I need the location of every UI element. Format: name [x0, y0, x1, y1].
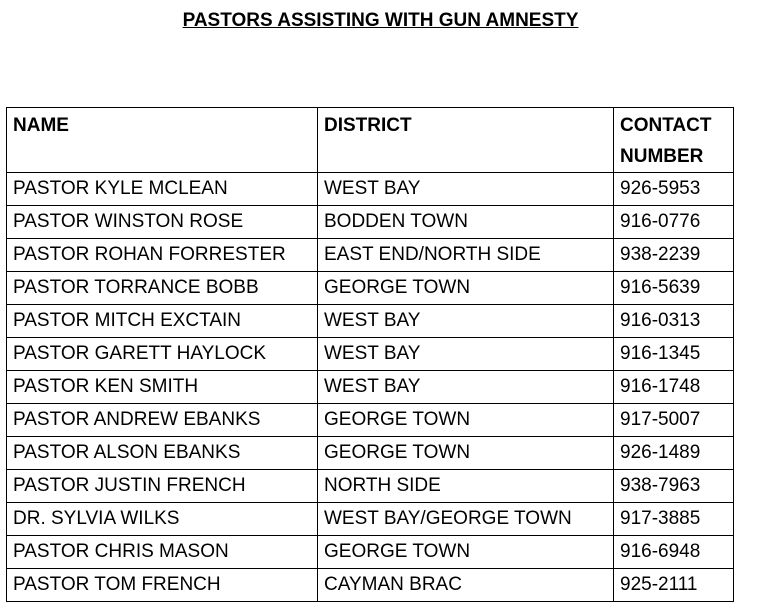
cell-contact: 916-6948 [614, 536, 734, 569]
cell-district: GEORGE TOWN [318, 272, 614, 305]
cell-name: PASTOR ALSON EBANKS [7, 437, 318, 470]
table-row [7, 305, 734, 338]
table-row [7, 569, 734, 602]
header-row [7, 108, 734, 173]
cell-district: WEST BAY [318, 338, 614, 371]
header-name: NAME [7, 108, 318, 173]
cell-district: WEST BAY/GEORGE TOWN [318, 503, 614, 536]
cell-name: PASTOR ROHAN FORRESTER [7, 239, 318, 272]
table-row [7, 470, 734, 503]
cell-district: GEORGE TOWN [318, 536, 614, 569]
table-body [7, 173, 734, 602]
cell-contact: 916-1748 [614, 371, 734, 404]
cell-contact: 916-0313 [614, 305, 734, 338]
cell-name: PASTOR JUSTIN FRENCH [7, 470, 318, 503]
header-contact-line2: NUMBER [620, 146, 704, 167]
cell-name: PASTOR CHRIS MASON [7, 536, 318, 569]
cell-name: PASTOR MITCH EXCTAIN [7, 305, 318, 338]
cell-district: GEORGE TOWN [318, 437, 614, 470]
cell-name: PASTOR TORRANCE BOBB [7, 272, 318, 305]
table-row [7, 503, 734, 536]
cell-contact: 917-5007 [614, 404, 734, 437]
table-row [7, 536, 734, 569]
cell-district: WEST BAY [318, 305, 614, 338]
cell-contact: 938-7963 [614, 470, 734, 503]
cell-name: DR. SYLVIA WILKS [7, 503, 318, 536]
cell-name: PASTOR WINSTON ROSE [7, 206, 318, 239]
table-header [7, 108, 734, 173]
cell-contact: 916-1345 [614, 338, 734, 371]
table-row [7, 437, 734, 470]
cell-district: NORTH SIDE [318, 470, 614, 503]
table-row [7, 239, 734, 272]
header-contact-line1: CONTACT [620, 115, 712, 136]
cell-name: PASTOR KEN SMITH [7, 371, 318, 404]
cell-district: GEORGE TOWN [318, 404, 614, 437]
cell-contact: 938-2239 [614, 239, 734, 272]
header-district: DISTRICT [318, 108, 614, 173]
cell-contact: 926-1489 [614, 437, 734, 470]
table-row [7, 272, 734, 305]
table-row [7, 404, 734, 437]
table-row [7, 371, 734, 404]
cell-contact: 916-0776 [614, 206, 734, 239]
table-row [7, 173, 734, 206]
cell-name: PASTOR ANDREW EBANKS [7, 404, 318, 437]
cell-name: PASTOR KYLE MCLEAN [7, 173, 318, 206]
table-row [7, 338, 734, 371]
table-row [7, 206, 734, 239]
cell-district: WEST BAY [318, 173, 614, 206]
cell-contact: 926-5953 [614, 173, 734, 206]
cell-name: PASTOR GARETT HAYLOCK [7, 338, 318, 371]
pastor-contact-table [6, 107, 734, 602]
cell-contact: 917-3885 [614, 503, 734, 536]
cell-district: CAYMAN BRAC [318, 569, 614, 602]
cell-district: EAST END/NORTH SIDE [318, 239, 614, 272]
cell-contact: 916-5639 [614, 272, 734, 305]
cell-name: PASTOR TOM FRENCH [7, 569, 318, 602]
cell-district: WEST BAY [318, 371, 614, 404]
cell-district: BODDEN TOWN [318, 206, 614, 239]
header-contact-number [614, 108, 734, 173]
document-title: PASTORS ASSISTING WITH GUN AMNESTY [182, 10, 579, 31]
cell-contact: 925-2111 [614, 569, 734, 602]
